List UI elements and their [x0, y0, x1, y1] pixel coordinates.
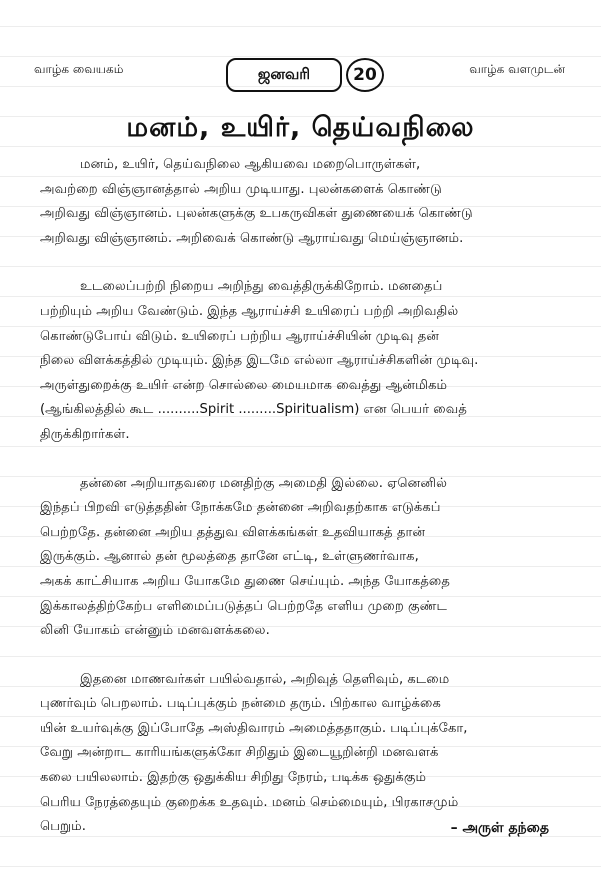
paragraph-line: தன்னை அறியாதவரை மனதிற்கு அமைதி இல்லை. ஏனெனில்: [80, 475, 448, 491]
paragraph-line: யின் உயர்வுக்கு இப்போதே அஸ்திவாரம் அமைத்ததாகும். படிப்புக்கோ,: [40, 720, 468, 736]
header-left-slogan: வாழ்க வையகம்: [34, 62, 124, 76]
paragraph-line: (ஆங்கிலத்தில் கூட ..........Spirit .........Spiritualism) என பெயர் வைத்: [40, 402, 467, 418]
page-title: மனம், உயிர், தெய்வநிலை: [126, 112, 475, 143]
paragraph-line: லினி யோகம் என்னும் மனவளக்கலை.: [40, 623, 270, 639]
paragraph-line: நிலை விளக்கத்தில் முடியும். இந்த இடமே எல்லா ஆராய்ச்சிகளின் முடிவு.: [40, 353, 479, 369]
paragraph-line: வேறு அன்றாட காரியங்களுக்கோ சிறிதும் இடையூறின்றி மனவளக்: [40, 745, 439, 761]
paragraph-line: பெறும்.: [40, 819, 86, 835]
paragraph-gap: [40, 251, 585, 275]
paragraph-gap: [40, 644, 585, 668]
date-circle: [346, 58, 384, 92]
page-header: [0, 58, 601, 98]
paragraph-line: உடலைப்பற்றி நிறைய அறிந்து வைத்திருக்கிறோம். மனதைப்: [80, 279, 443, 295]
paragraph-line: அவற்றை விஞ்ஞானத்தால் அறிய முடியாது. புலன்களைக் கொண்டு: [40, 181, 442, 197]
paragraph-line: கலை பயிலலாம். இதற்கு ஒதுக்கிய சிறிது நேரம், படிக்க ஒதுக்கும்: [40, 770, 427, 786]
paragraph-line: அகக் காட்சியாக அறிய யோகமே துணை செய்யும். அந்த யோகத்தை: [40, 573, 450, 589]
paragraph-gap: [40, 448, 585, 472]
paragraph-line: அறிவது விஞ்ஞானம். புலன்களுக்கு உபகருவிகள் துணையைக் கொண்டு: [40, 206, 473, 222]
article-body: [40, 153, 585, 840]
paragraph-line: இதனை மாணவர்கள் பயில்வதால், அறிவுத் தெளிவும், கடமை: [80, 671, 450, 687]
paragraph-line: இக்காலத்திற்கேற்ப எளிமைப்படுத்தப் பெற்றதே எளிய முறை குண்ட: [40, 598, 447, 614]
paragraph-line: கொண்டுபோய் விடும். உயிரைப் பற்றிய ஆராய்ச்சியின் முடிவு தன்: [40, 328, 440, 344]
month-label: ஜனவரி: [257, 65, 311, 83]
paragraph-line: இந்தப் பிறவி எடுத்ததின் நோக்கமே தன்னை அறிவதற்காக எடுக்கப்: [40, 500, 441, 516]
paragraph-line: அருள்துறைக்கு உயிர் என்ற சொல்லை மையமாக வைத்து ஆன்மிகம்: [40, 377, 448, 393]
paragraph-line: பெற்றதே. தன்னை அறிய தத்துவ விளக்கங்கள் உதவியாகத் தான்: [40, 524, 426, 540]
paragraph-line: இருக்கும். ஆனால் தன் மூலத்தை தானே எட்டி, உள்ளுணர்வாக,: [40, 549, 419, 565]
month-label-box: [226, 58, 342, 92]
header-right-slogan: வாழ்க வளமுடன்: [469, 62, 565, 76]
date-number: 20: [353, 65, 377, 85]
paragraph-line: அறிவது விஞ்ஞானம். அறிவைக் கொண்டு ஆராய்வது மெய்ஞ்ஞானம்.: [40, 230, 464, 246]
paragraph-line: புணர்வும் பெறலாம். படிப்புக்கும் நன்மை தரும். பிற்கால வாழ்க்கை: [40, 696, 441, 712]
paragraph-line: திருக்கிறார்கள்.: [40, 426, 130, 442]
paragraph-line: மனம், உயிர், தெய்வநிலை ஆகியவை மறைபொருள்கள்,: [80, 157, 421, 172]
signature: – அருள் தந்தை: [450, 820, 549, 836]
paragraph-line: பற்றியும் அறிய வேண்டும். இந்த ஆராய்ச்சி உயிரைப் பற்றி அறிவதில்: [40, 303, 459, 319]
paragraph-line: பெரிய நேரத்தையும் குறைக்க உதவும். மனம் செம்மையும், பிரகாசமும்: [40, 794, 459, 810]
